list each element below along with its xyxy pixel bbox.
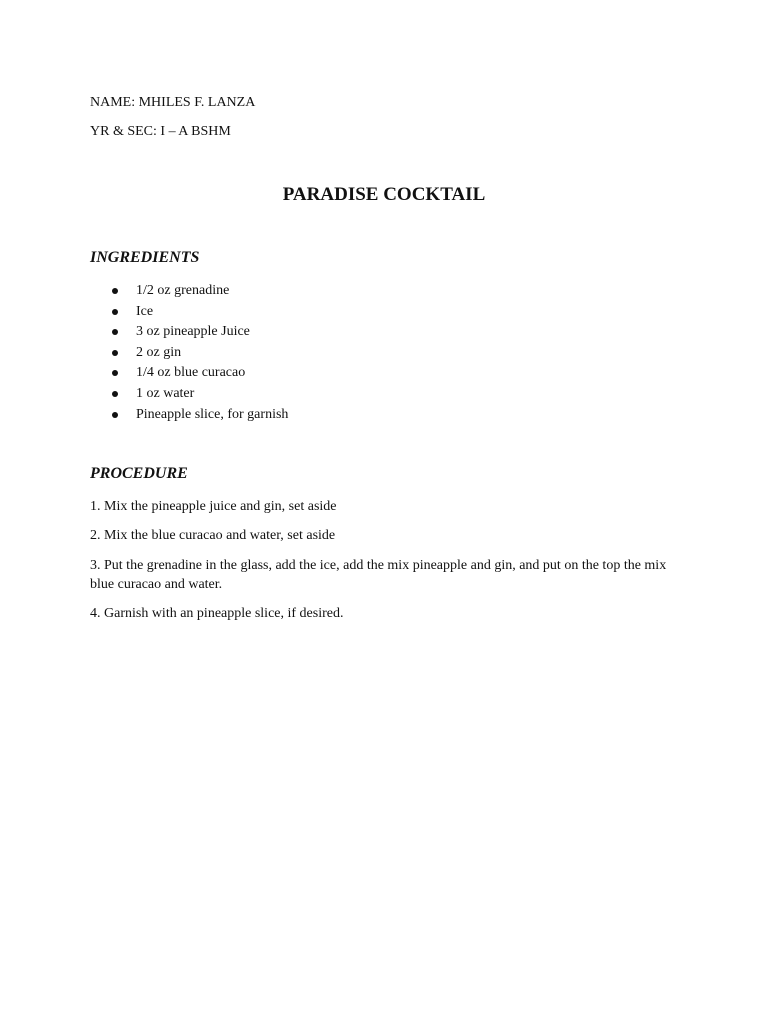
procedure-step-1: 1. Mix the pineapple juice and gin, set aside [90,499,337,514]
ingredients-heading: INGREDIENTS [90,249,200,266]
year-and-section: YR & SEC: I – A BSHM [90,124,231,139]
student-name: NAME: MHILES F. LANZA [90,95,256,110]
ingredient-text: 2 oz gin [136,344,182,360]
ingredient-text: 1/2 oz grenadine [136,283,230,298]
ingredient-text: Pineapple slice, for garnish [136,406,289,422]
bullet-icon [112,370,118,376]
procedure-step-3: 3. Put the grenadine in the glass, add the ice, add the mix pineapple and gin, and put on the top the mix blue curacao and water. [90,558,667,592]
bullet-icon [112,350,118,356]
procedure-heading: PROCEDURE [90,465,188,482]
procedure-step-2: 2. Mix the blue curacao and water, set aside [90,528,336,543]
ingredient-text: 1/4 oz blue curacao [136,365,246,381]
bullet-icon [112,288,118,294]
ingredient-text: Ice [136,303,154,319]
ingredient-text: 3 oz pineapple Juice [136,324,250,340]
bullet-icon [112,412,118,418]
ingredient-text: 1 oz water [136,385,195,401]
bullet-icon [112,391,118,397]
recipe-title: PARADISE COCKTAIL [282,184,486,205]
bullet-icon [112,309,118,315]
procedure-step-4: 4. Garnish with an pineapple slice, if desired. [90,606,344,621]
bullet-icon [112,329,118,335]
